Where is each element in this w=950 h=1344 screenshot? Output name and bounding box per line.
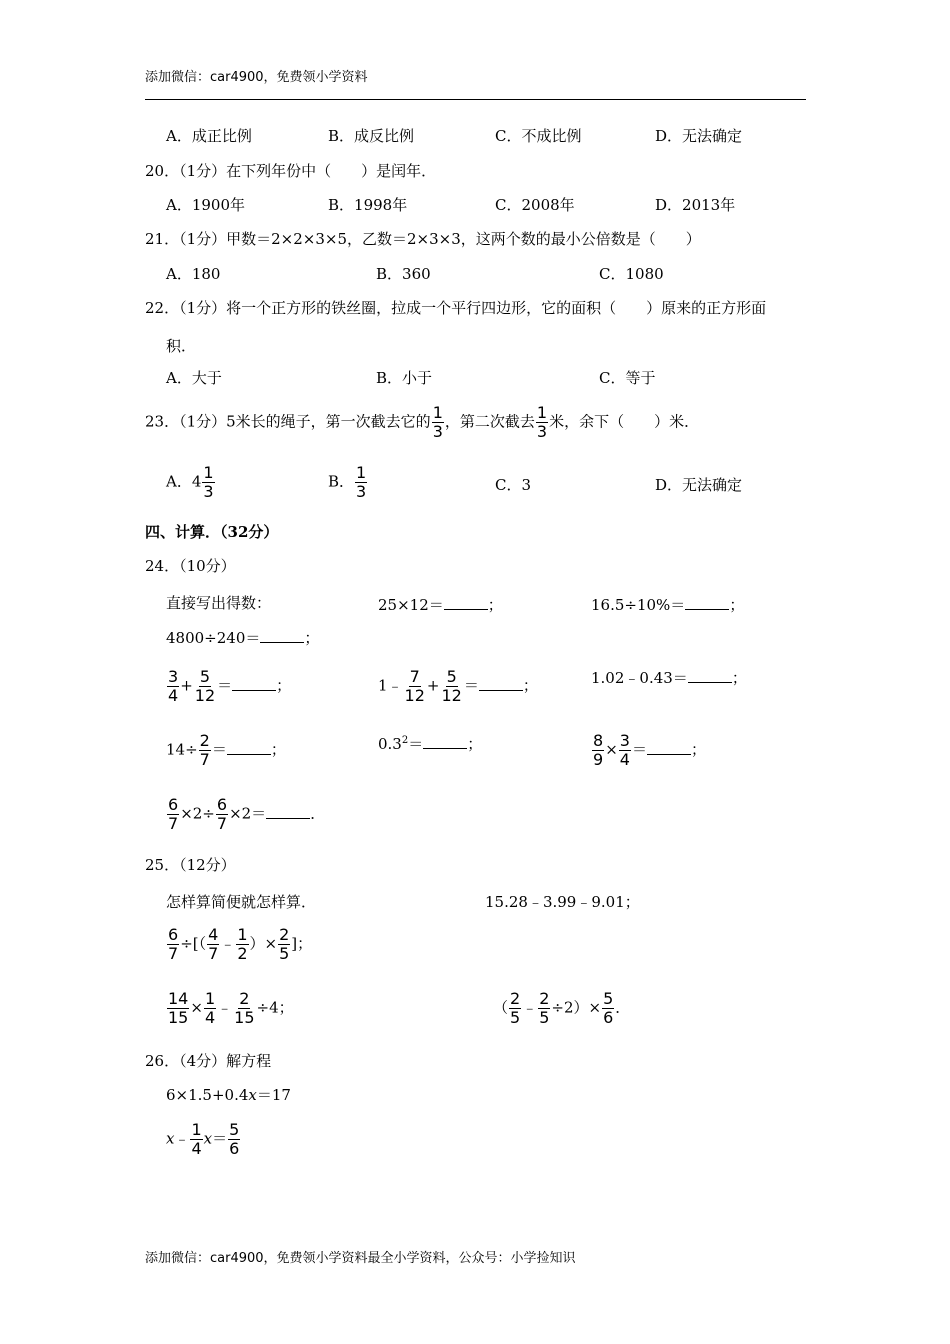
q21-option-c: C．1080 (599, 265, 664, 283)
q20-option-c: C．2008年 (495, 196, 575, 214)
fraction: $\frac{5}{12}$ (194, 667, 216, 705)
fraction: $\frac{2}{5}$ (510, 989, 521, 1027)
q23-stem (145, 404, 699, 441)
q26-equation-2: x﹣ $\frac{1}{4}$ x＝ $\frac{5}{6}$ (166, 1120, 240, 1158)
answer-blank[interactable] (423, 733, 467, 749)
q23-option-d: D．无法确定 (655, 476, 743, 494)
q23-option-c: C．3 (495, 476, 532, 494)
q24-expr-8: $0.3^2=$ ； (378, 735, 483, 753)
q19-option-d: D．无法确定 (655, 127, 743, 145)
q22-option-c: C．等于 (599, 369, 656, 387)
fraction: $\frac{5}{6}$ (603, 989, 614, 1027)
q25-label: 25．（12分） (145, 856, 236, 874)
q25-expr-4: （ $\frac{2}{5}$ ﹣ $\frac{2}{5}$ ÷2）× $\frac{5}{6}$ ． (493, 989, 631, 1027)
fraction: $\frac{1}{3}$ (536, 403, 548, 441)
q21-option-a: A．180 (166, 265, 221, 283)
fraction: $\frac{1}{3}$ (356, 463, 367, 501)
q25-expr-2: $\frac{6}{7}$ ÷[（ $\frac{4}{7}$ ﹣ $\frac{1}{2}$ ）× $\frac{2}{5}$ ]； (168, 925, 313, 963)
q23-option-a: A．4 $\frac{1}{3}$ (166, 463, 214, 501)
q26-label: 26．（4分）解方程 (145, 1052, 272, 1070)
fraction: $\frac{5}{12}$ (441, 667, 462, 705)
fraction: $\frac{1}{4}$ (204, 989, 216, 1027)
q25-expr-1: 15.28﹣3.99﹣9.01； (485, 893, 640, 911)
fraction: $\frac{2}{15}$ (234, 989, 255, 1027)
fraction: $\frac{8}{9}$ (593, 731, 604, 769)
fraction: $\frac{14}{15}$ (168, 989, 189, 1027)
fraction: $\frac{3}{4}$ (168, 667, 179, 705)
fraction: $\frac{2}{5}$ (279, 925, 290, 963)
section-title: 四、计算．（32分） (145, 523, 279, 541)
fraction: $\frac{4}{7}$ (208, 925, 219, 963)
answer-blank[interactable] (444, 594, 488, 610)
q21-option-b: B．360 (376, 265, 431, 283)
q24-expr-5: 1﹣ $\frac{7}{12}$ + $\frac{5}{12}$ ＝ ； (378, 667, 538, 705)
q25-intro: 怎样算简便就怎样算． (166, 893, 317, 911)
fraction: $\frac{7}{12}$ (404, 667, 425, 705)
header-divider (145, 99, 806, 100)
q20-option-a: A．1900年 (166, 196, 246, 214)
q22-option-b: B．小于 (376, 369, 433, 387)
q24-expr-7: 14÷ $\frac{2}{7}$ ＝ ； (166, 731, 286, 769)
q19-option-b: B．成反比例 (328, 127, 415, 145)
q22-stem-line2: 积． (166, 337, 197, 355)
page-footer: 添加微信：car4900，免费领小学资料最全小学资料，公众号：小学捡知识 (145, 1251, 576, 1266)
q26-equation-1: 6×1.5+0.4x＝17 (166, 1086, 291, 1104)
answer-blank[interactable] (479, 675, 523, 691)
q24-label: 24．（10分） (145, 557, 236, 575)
fraction: $\frac{3}{4}$ (619, 731, 630, 769)
answer-blank[interactable] (227, 739, 271, 755)
q24-expr-2: 16.5÷10%＝ ； (591, 596, 745, 614)
fraction: $\frac{6}{7}$ (216, 795, 228, 833)
fraction: $\frac{1}{3}$ (432, 403, 443, 441)
q20-option-d: D．2013年 (655, 196, 736, 214)
q25-expr-3: $\frac{14}{15}$ × $\frac{1}{4}$ ﹣ $\frac{2}{15}$ ÷4； (168, 989, 294, 1027)
q22-stem-line1: 22．（1分）将一个正方形的铁丝圈，拉成一个平行四边形，它的面积（ ）原来的正方形面 (145, 299, 767, 317)
q24-expr-9: $\frac{8}{9}$ × $\frac{3}{4}$ ＝ ； (593, 731, 706, 769)
q21-stem: 21．（1分）甲数＝2×2×3×5，乙数＝2×3×3，这两个数的最小公倍数是（ ） (145, 230, 701, 248)
q24-expr-10: $\frac{6}{7}$ ×2÷ $\frac{6}{7}$ ×2＝ ． (168, 795, 326, 833)
q24-expr-4: $\frac{3}{4}$ + $\frac{5}{12}$ ＝ ； (168, 667, 292, 705)
answer-blank[interactable] (647, 739, 691, 755)
q23-stem-part-c: 米，余下（ ）米． (549, 412, 700, 431)
q23-option-b: B． $\frac{1}{3}$ (328, 463, 367, 501)
answer-blank[interactable] (260, 627, 304, 643)
q20-option-b: B．1998年 (328, 196, 408, 214)
q24-expr-6: 1.02﹣0.43＝ ； (591, 669, 747, 687)
fraction: $\frac{1}{4}$ (191, 1120, 202, 1158)
q23-stem-part-a: 23．（1分）5米长的绳子，第一次截去它的 (145, 412, 431, 431)
q19-option-c: C．不成比例 (495, 127, 582, 145)
fraction: $\frac{2}{7}$ (199, 731, 210, 769)
q24-intro: 直接写出得数： (166, 594, 272, 612)
fraction: $\frac{5}{6}$ (229, 1120, 240, 1158)
fraction: $\frac{6}{7}$ (168, 795, 179, 833)
answer-blank[interactable] (688, 667, 732, 683)
fraction: $\frac{6}{7}$ (168, 925, 179, 963)
q23-stem-part-b: ，第二次截去 (444, 412, 535, 431)
q24-expr-1: 25×12＝ ； (378, 596, 503, 614)
q24-expr-3: 4800÷240＝ ； (166, 629, 320, 647)
answer-blank[interactable] (232, 675, 276, 691)
q20-stem: 20．（1分）在下列年份中（ ）是闰年． (145, 162, 437, 180)
q22-option-a: A．大于 (166, 369, 222, 387)
fraction: $\frac{2}{5}$ (539, 989, 550, 1027)
answer-blank[interactable] (266, 803, 310, 819)
q19-option-a: A．成正比例 (166, 127, 252, 145)
answer-blank[interactable] (685, 594, 729, 610)
fraction: $\frac{1}{3}$ (203, 463, 214, 501)
fraction: $\frac{1}{2}$ (237, 925, 248, 963)
page-header: 添加微信：car4900，免费领小学资料 (145, 70, 368, 85)
